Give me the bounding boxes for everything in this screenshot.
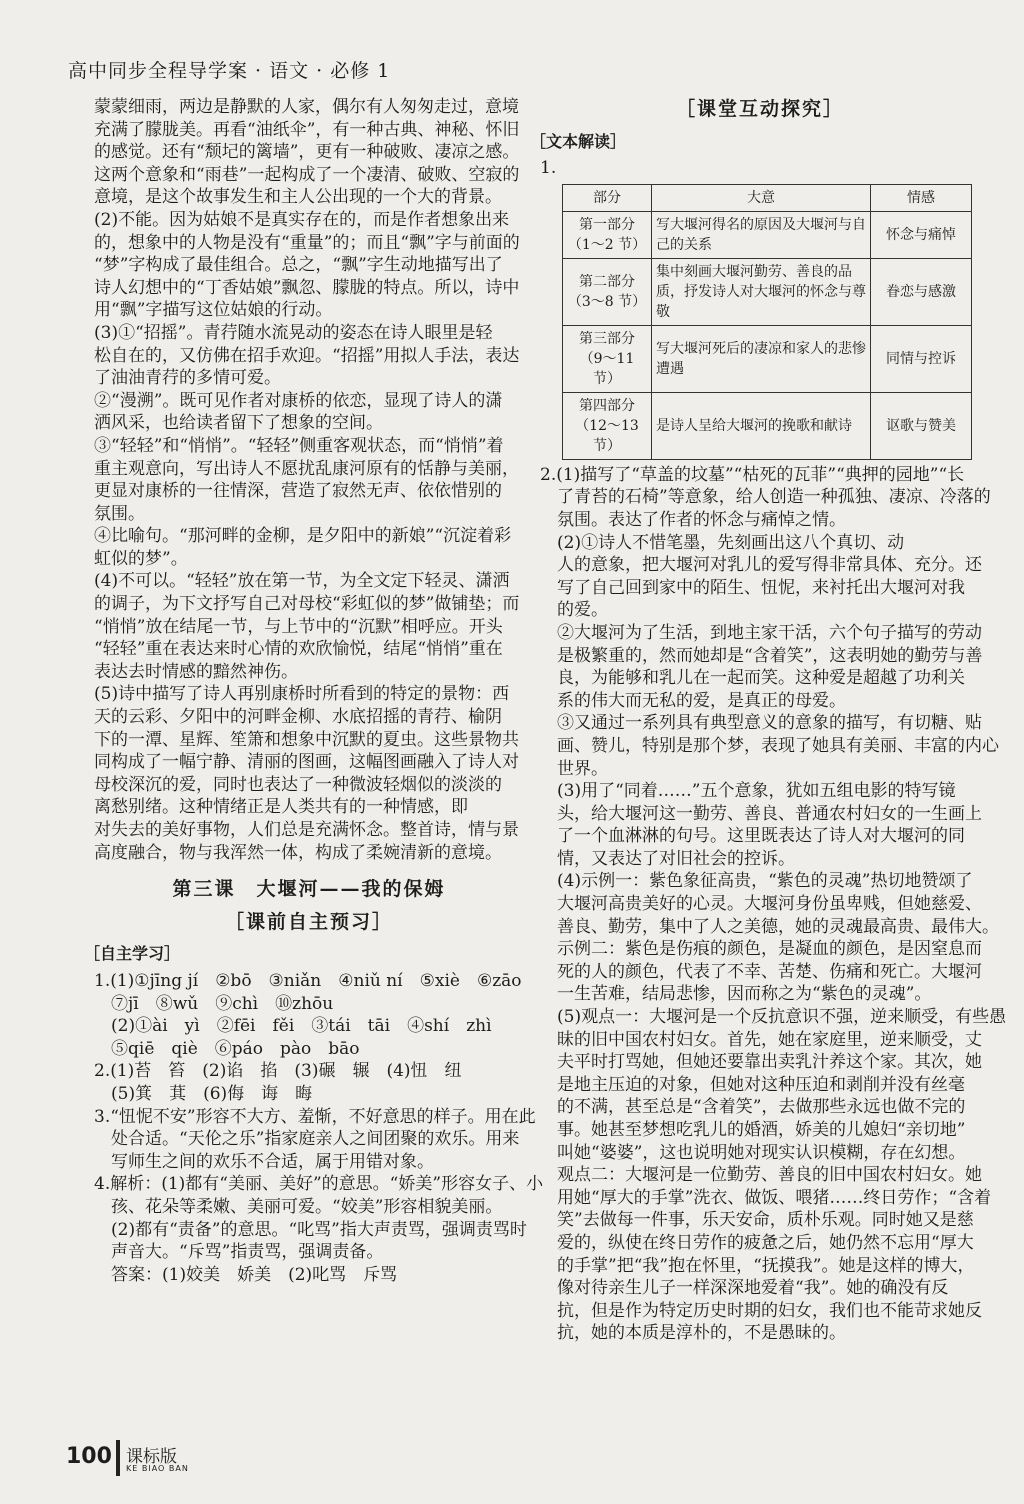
table-cell-emotion: 讴歌与赞美	[871, 392, 972, 459]
table-row	[563, 211, 972, 258]
text-line: 夫平时打骂她，但她还要靠出卖乳汁养这个家。其次，她	[540, 1052, 982, 1073]
text-line: (2)①诗人不惜笔墨，先刻画出这八个真切、动	[540, 532, 905, 553]
table-header: 部分	[563, 184, 652, 211]
table-header-row	[563, 184, 972, 211]
table-cell-part: 第二部分 （3～8 节）	[563, 258, 652, 325]
text-line: ③“轻轻”和“悄悄”。“轻轻”侧重客观状态，而“悄悄”着	[94, 435, 504, 456]
page-number: 100	[66, 1444, 112, 1469]
text-line: 表达去时情感的黯然神伤。	[94, 661, 298, 682]
right-column	[530, 96, 1007, 1345]
text-line: 抗，她的本质是淳朴的，不是愚昧的。	[540, 1323, 846, 1344]
classroom-section-title: ［课堂互动探究］	[675, 98, 844, 120]
preview-section-title: ［课前自主预习］	[224, 910, 393, 933]
text-line: ④比喻句。“那河畔的金柳，是夕阳中的新娘”“沉淀着彩	[94, 526, 512, 547]
table-cell-emotion: 同情与控诉	[871, 325, 972, 392]
text-line: ②大堰河为了生活，到地主家干活，六个句子描写的劳动	[540, 622, 982, 643]
text-line: 母校深沉的爱，同时也表达了一种微波轻烟似的淡淡的	[94, 774, 502, 795]
text-line: 声音大。“斥骂”指责骂，强调责备。	[94, 1242, 384, 1263]
text-line: 的调子，为下文抒写自己对母校“彩虹似的梦”做铺垫；而	[94, 594, 520, 615]
text-line: (2)不能。因为姑娘不是真实存在的，而是作者想象出来	[94, 209, 510, 230]
text-line: 写师生之间的欢乐不合适，属于用错对象。	[94, 1151, 434, 1172]
table-cell-meaning: 是诗人呈给大堰河的挽歌和献诗	[652, 392, 871, 459]
running-header: 高中同步全程导学案 · 语文 · 必修 1	[68, 60, 391, 82]
table-cell-emotion: 眷恋与感激	[871, 258, 972, 325]
text-line: “悄悄”放在结尾一节，与上节中的“沉默”相呼应。开头	[94, 616, 503, 637]
text-line: 笑”去做每一件事，乐天安命，质朴乐观。同时她又是慈	[540, 1210, 974, 1231]
right-text-block	[540, 464, 1007, 1345]
text-line: 世界。	[540, 758, 608, 779]
text-line: 的手掌”把“我”抱在怀里，“抚摸我”。她是这样的博大，	[540, 1255, 975, 1276]
text-line: (3)①“招摇”。青荇随水流晃动的姿态在诗人眼里是轻	[94, 322, 493, 343]
text-line: (4)不可以。“轻轻”放在第一节，为全文定下轻灵、潇洒	[94, 571, 510, 592]
table-row	[563, 258, 972, 325]
text-line: (2)都有“责备”的意思。“叱骂”指大声责骂，强调责骂时	[94, 1219, 527, 1240]
text-line: 情，又表达了对旧社会的控诉。	[540, 848, 795, 869]
text-line: 意境，是这个故事发生和主人公出现的一个大的背景。	[94, 187, 502, 208]
text-line: ③又通过一系列具有典型意义的意象的描写，有切糖、贴	[540, 713, 982, 734]
table-cell-meaning: 集中刻画大堰河勤劳、善良的品质，抒发诗人对大堰河的怀念与尊敬	[652, 258, 871, 325]
table-cell-part: 第三部分 （9～11 节）	[563, 325, 652, 392]
text-line: 用她“厚大的手掌”洗衣、做饭、喂猪……终日劳作；“含着	[540, 1187, 992, 1208]
text-line: 了青苔的石椅”等意象，给人创造一种孤独、凄凉、冷落的	[540, 487, 991, 508]
text-line: 2.(1)苔 笞 (2)谄 掐 (3)碾 辗 (4)忸 纽	[94, 1061, 462, 1082]
footer-divider	[116, 1440, 120, 1476]
table-row	[563, 325, 972, 392]
text-line: 1.(1)①jīng jí ②bō ③niǎn ④niǔ ní ⑤xiè ⑥zāo	[94, 970, 522, 991]
text-line: 的爱。	[540, 600, 608, 621]
text-line: 3.“忸怩不安”形容不大方、羞惭，不好意思的样子。用在此	[94, 1106, 536, 1127]
text-line: 大堰河高贵美好的心灵。大堰河身份虽卑贱，但她慈爱、	[540, 894, 982, 915]
text-line: 头，给大堰河这一勤劳、善良、普通农村妇女的一生画上	[540, 803, 982, 824]
text-line: 天的云彩、夕阳中的河畔金柳、水底招摇的青荇、榆阴	[94, 707, 502, 728]
table-header: 情感	[871, 184, 972, 211]
text-reading-label: ［文本解读］	[530, 131, 627, 151]
edition-pinyin: KE BIAO BAN	[126, 1464, 189, 1473]
text-line: 写了自己回到家中的陌生、忸怩，来衬托出大堰河对我	[540, 577, 965, 598]
text-line: 4.解析：(1)都有“美丽、美好”的意思。“娇美”形容女子、小	[94, 1174, 544, 1195]
text-line: 了一个血淋淋的句号。这里既表达了诗人对大堰河的同	[540, 826, 965, 847]
text-line: 爱的，纵使在终日劳作的疲惫之后，她仍然不忘用“厚大	[540, 1232, 974, 1253]
text-line: 孩、花朵等柔嫩、美丽可爱。“姣美”形容相貌美丽。	[94, 1196, 503, 1217]
edition-label: 课标版	[126, 1447, 177, 1467]
text-line: 系的伟大而无私的爱，是真正的母爱。	[540, 690, 846, 711]
text-line: 松自在的，又仿佛在招手欢迎。“招摇”用拟人手法，表达	[94, 345, 520, 366]
text-line: 抗，但是作为特定历史时期的妇女，我们也不能苛求她反	[540, 1300, 982, 1321]
left-column	[84, 96, 544, 1286]
text-line: “梦”字构成了最佳组合。总之，“飘”字生动地描写出了	[94, 255, 503, 276]
text-line: 昧的旧中国农村妇女。首先，她在家庭里，逆来顺受，丈	[540, 1029, 982, 1050]
table-cell-emotion: 怀念与痛悼	[871, 211, 972, 258]
text-line: 下的一潭、星辉、笙箫和想象中沉默的夏虫。这些景物共	[94, 729, 519, 750]
text-line: (3)用了“同着……”五个意象，犹如五组电影的特写镜	[540, 781, 956, 802]
text-line: 死的人的颜色，代表了不幸、苦楚、伤痛和死亡。大堰河	[540, 961, 982, 982]
item-number: 1.	[540, 158, 557, 179]
table-header: 大意	[652, 184, 871, 211]
text-line: 示例二：紫色是伤痕的颜色，是凝血的颜色，是因窒息而	[540, 939, 982, 960]
text-line: ②“漫溯”。既可见作者对康桥的依恋，显现了诗人的潇	[94, 390, 503, 411]
text-line: (4)示例一：紫色象征高贵，“紫色的灵魂”热切地赞颂了	[540, 871, 973, 892]
text-line: 一生苦难，结局悲惨，因而称之为“紫色的灵魂”。	[540, 984, 932, 1005]
text-line: 的，想象中的人物是没有“重量”的；而且“飘”字与前面的	[94, 232, 520, 253]
text-line: 蒙蒙细雨，两边是静默的人家，偶尔有人匆匆走过，意境	[94, 97, 519, 117]
text-line: 处合适。“天伦之乐”指家庭亲人之间团聚的欢乐。用来	[94, 1129, 520, 1150]
text-line: (5)诗中描写了诗人再别康桥时所看到的特定的景物：西	[94, 684, 510, 705]
table-cell-meaning: 写大堰河死后的凄凉和家人的悲惨遭遇	[652, 325, 871, 392]
text-line: 是地主压迫的对象，但她对这种压迫和剥削并没有丝毫	[540, 1074, 965, 1095]
text-line: 的感觉。还有“颓圮的篱墙”，更有一种破败、凄凉之感。	[94, 142, 520, 163]
table-row	[563, 392, 972, 459]
text-line: 诗人幻想中的“丁香姑娘”飘忽、朦胧的特点。所以，诗中	[94, 277, 520, 298]
text-line: ⑦jī ⑧wǔ ⑨chì ⑩zhōu	[94, 993, 334, 1014]
text-line: 良，为能够和乳儿在一起而笑。这种爱是超越了功利关	[540, 668, 965, 689]
text-line: 2.(1)描写了“草盖的坟墓”“枯死的瓦菲”“典押的园地”“长	[540, 464, 965, 485]
table-cell-part: 第四部分 （12～13 节）	[563, 392, 652, 459]
text-line: 离愁别绪。这种情绪正是人类共有的一种情感，即	[94, 797, 468, 818]
text-line: (2)①ài yì ②fēi fěi ③tái tāi ④shí zhì	[94, 1016, 492, 1037]
text-line: 氛围。	[94, 503, 145, 524]
table-cell-part: 第一部分 （1～2 节）	[563, 211, 652, 258]
text-line: “轻轻”重在表达来时心情的欢欣愉悦，结尾“悄悄”重在	[94, 639, 503, 660]
text-line: 像对待亲生儿子一样深深地爱着“我”。她的确没有反	[540, 1278, 949, 1299]
lesson-title: 第三课 大堰河——我的保姆	[172, 878, 446, 901]
text-line: 这两个意象和“雨巷”一起构成了一个凄清、破败、空寂的	[94, 164, 520, 185]
text-line: ⑤qiē qiè ⑥páo pào bāo	[94, 1038, 360, 1059]
table-cell-meaning: 写大堰河得名的原因及大堰河与自己的关系	[652, 211, 871, 258]
text-line: 是极繁重的，然而她却是“含着笑”，这表明她的勤劳与善	[540, 645, 983, 666]
text-line: 虹似的梦”。	[94, 548, 188, 569]
text-line: 更显对康桥的一往情深，营造了寂然无声、依依惜别的	[94, 481, 502, 502]
text-line: 高度融合，物与我浑然一体，构成了柔婉清新的意境。	[94, 842, 502, 863]
text-line: 重主观意向，写出诗人不愿扰乱康河原有的恬静与美丽，	[94, 458, 519, 479]
left-text-block-b	[94, 970, 544, 1286]
text-line: 对失去的美好事物，人们总是充满怀念。整首诗，情与景	[94, 820, 519, 840]
structure-table	[562, 184, 972, 460]
text-line: 画、赞儿，特别是那个梦，表现了她具有美丽、丰富的内心	[540, 735, 999, 756]
text-line: 了油油青荇的多情可爱。	[94, 368, 281, 389]
text-line: 人的意象，把大堰河对乳儿的爱写得非常具体、充分。还	[540, 555, 982, 576]
text-line: 观点二：大堰河是一位勤劳、善良的旧中国农村妇女。她	[540, 1165, 982, 1186]
text-line: 的不满，甚至总是“含着笑”，去做那些永远也做不完的	[540, 1097, 966, 1118]
text-line: 充满了朦胧美。再看“油纸伞”，有一种古典、神秘、怀旧	[94, 119, 520, 140]
text-line: (5)箕 萁 (6)侮 诲 晦	[94, 1083, 313, 1104]
text-line: (5)观点一：大堰河是一个反抗意识不强，逆来顺受，有些愚	[540, 1007, 1007, 1028]
text-line: 洒风采，也给读者留下了想象的空间。	[94, 413, 383, 434]
text-line: 用“飘”字描写这位姑娘的行动。	[94, 300, 333, 321]
text-line: 氛围。表达了作者的怀念与痛悼之情。	[540, 509, 846, 530]
text-line: 叫她“婆婆”，这也说明她对现实认识模糊，存在幻想。	[540, 1142, 966, 1163]
text-line: 善良、勤劳，集中了人之美德，她的灵魂最高贵、最伟大。	[540, 916, 999, 937]
text-line: 答案：(1)姣美 娇美 (2)叱骂 斥骂	[94, 1264, 398, 1285]
text-line: 事。她甚至梦想吃乳儿的婚酒，娇美的儿媳妇“亲切地”	[540, 1120, 966, 1140]
left-text-block-a	[94, 96, 524, 864]
text-line: 同构成了一幅宁静、清丽的图画，这幅图画融入了诗人对	[94, 752, 519, 773]
self-study-label: ［自主学习］	[84, 944, 181, 964]
